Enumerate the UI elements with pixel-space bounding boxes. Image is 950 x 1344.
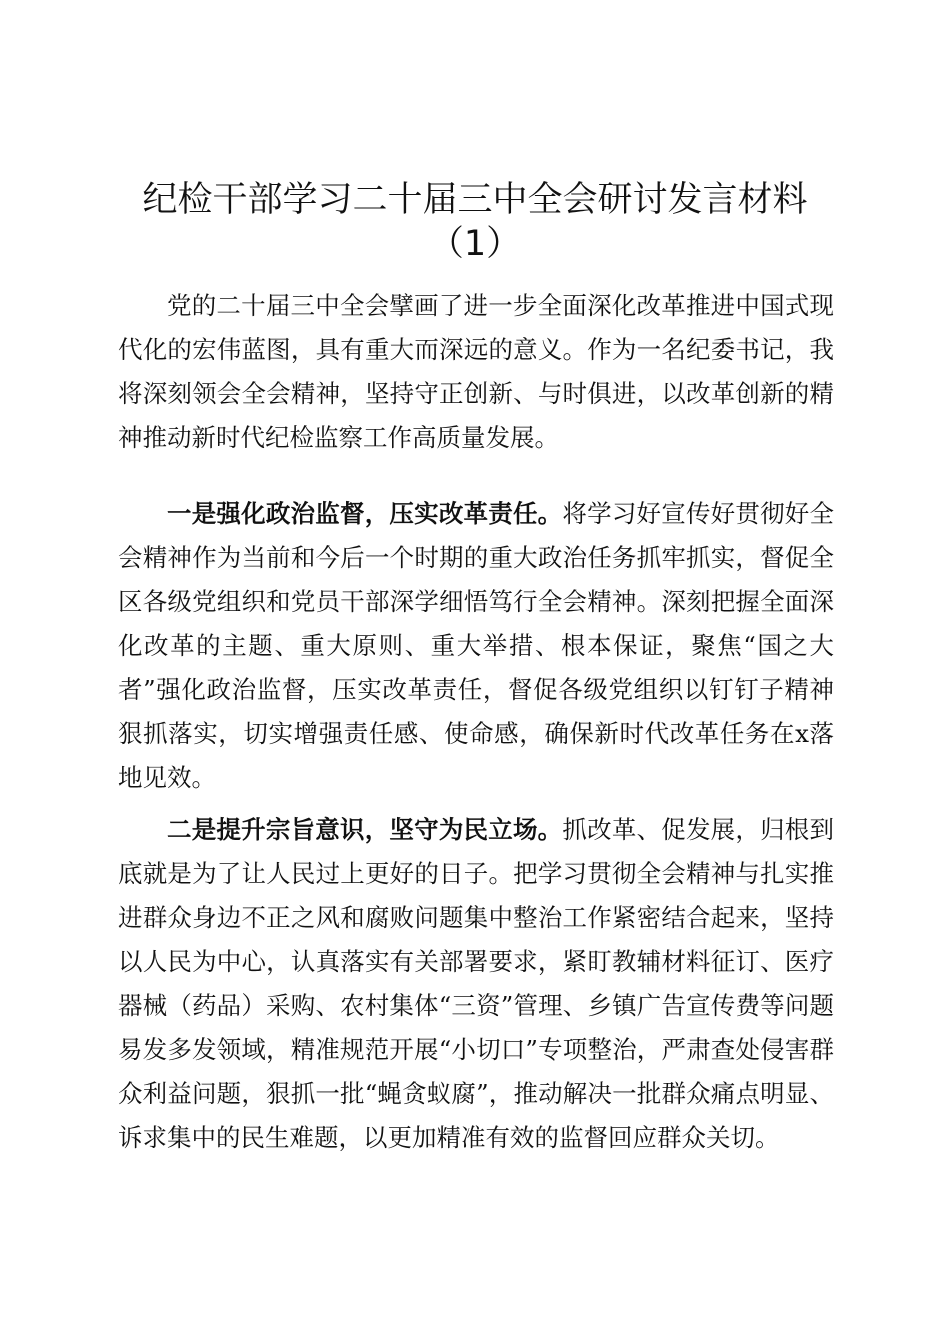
paragraph-text: 将学习好宣传好贯彻好全会精神作为当前和今后一个时期的重大政治任务抓牢抓实，督促全区各级党组织和党员干部深学细悟笃行全会精神。深刻把握全面深化改革的主题、重大原则、重大举措、根本保证，聚焦“国之大者”强化政治监督，压实改革责任，督促各级党组织以钉钉子精神狠抓落实，切实增强责任感、使命感，确保新时代改革任务在x落地见效。 (118, 499, 835, 792)
paragraph-point-1 (118, 492, 834, 800)
paragraph-lead: 二是提升宗旨意识，坚守为民立场。 (167, 815, 563, 844)
paragraph-text: 党的二十届三中全会擘画了进一步全面深化改革推进中国式现代化的宏伟蓝图，具有重大而深远的意义。作为一名纪委书记，我将深刻领会全会精神，坚持守正创新、与时俱进，以改革创新的精神推动新时代纪检监察工作高质量发展。 (118, 291, 834, 452)
paragraph-intro (118, 284, 834, 460)
paragraph-text: 抓改革、促发展，归根到底就是为了让人民过上更好的日子。把学习贯彻全会精神与扎实推进群众身边不正之风和腐败问题集中整治工作紧密结合起来，坚持以人民为中心，认真落实有关部署要求，紧盯教辅材料征订、医疗器械（药品）采购、农村集体“三资”管理、乡镇广告宣传费等问题易发多发领域，精准规范开展“小切口”专项整治，严肃查处侵害群众利益问题，狠抓一批“蝇贪蚁腐”，推动解决一批群众痛点明显、诉求集中的民生难题，以更加精准有效的监督回应群众关切。 (118, 815, 835, 1152)
document-title: 纪检干部学习二十届三中全会研讨发言材料 (142, 180, 808, 220)
paragraph-lead: 一是强化政治监督，压实改革责任。 (167, 499, 563, 528)
paragraph-point-2 (118, 808, 834, 1160)
document-title-number: （1） (428, 224, 522, 264)
